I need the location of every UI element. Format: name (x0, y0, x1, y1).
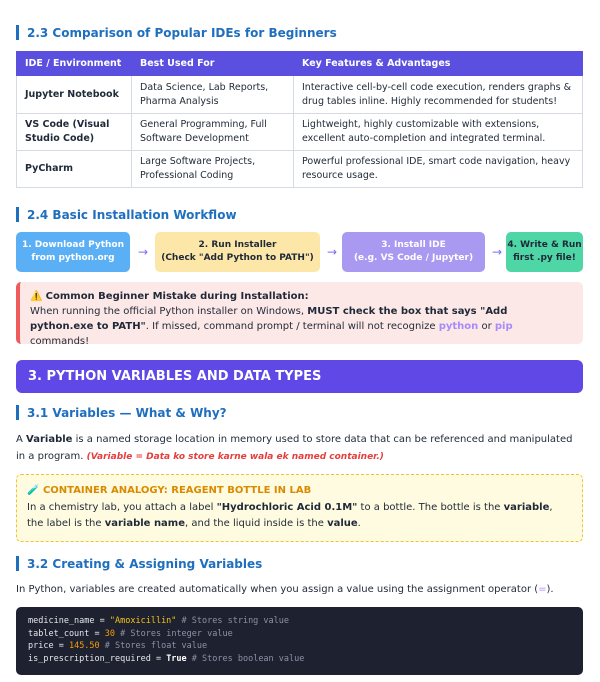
step-line: from python.org (31, 253, 115, 263)
para-emphasis: Variable (26, 434, 73, 445)
warning-title: Common Beginner Mistake during Installation: (45, 291, 309, 302)
table-cell: Lightweight, highly customizable with extensions, excellent auto-completion and integrated terminal. (294, 114, 583, 151)
para-emphasis: "Hydrochloric Acid 0.1M" (216, 502, 358, 513)
step-line: 3. Install IDE (381, 240, 446, 250)
table-cell: General Programming, Full Software Development (132, 114, 294, 151)
para-text: to a bottle. The bottle is the (360, 502, 501, 513)
table-cell: PyCharm (17, 151, 132, 188)
arrow-right-icon: → (138, 245, 149, 259)
code-operator: = (94, 616, 110, 626)
code-value: True (166, 653, 187, 664)
code-identifier: price (28, 641, 54, 651)
para-text: In Python, variables are created automatically when you assign a value using the assignment operator ( (16, 584, 539, 595)
section-heading-3-2 (16, 556, 262, 571)
step-line: 4. Write & Run (507, 240, 582, 250)
section-title: 3.1 Variables — What & Why? (27, 405, 227, 420)
code-operator: = (89, 628, 105, 639)
table-header-row (17, 52, 583, 76)
code-identifier: is_prescription_required (28, 653, 151, 664)
code-block (16, 607, 583, 675)
section-heading-3-1 (16, 405, 227, 420)
code-line (28, 640, 571, 653)
test-tube-icon: 🧪 (27, 485, 40, 496)
ide-comparison-table (16, 51, 583, 188)
code-line (28, 615, 571, 628)
para-text: ). (546, 584, 554, 595)
heading-accent-bar (16, 207, 19, 222)
hinglish-note: (Variable = Data ko store karne wala ek named container.) (86, 452, 384, 462)
workflow-step-run-installer (155, 232, 320, 272)
analogy-body (27, 500, 572, 532)
warning-callout (16, 282, 583, 347)
step-line: (e.g. VS Code / Jupyter) (353, 253, 474, 263)
analogy-callout (16, 474, 583, 542)
code-operator: = (150, 653, 167, 664)
code-comment: # Stores boolean value (186, 653, 305, 664)
arrow-right-icon: → (327, 245, 338, 259)
para-text: , and the liquid inside is the (185, 518, 324, 529)
code-value: 145.50 (68, 641, 100, 651)
warning-text: . If missed, command prompt / terminal will not recognize (145, 321, 436, 332)
workflow-step-write-run (506, 232, 583, 272)
inline-code: pip (494, 321, 513, 332)
code-value: 30 (104, 628, 116, 639)
table-cell: VS Code (Visual Studio Code) (17, 114, 132, 151)
para-text: . (357, 518, 361, 529)
table-row (17, 114, 583, 151)
table-cell: Large Software Projects, Professional Coding (132, 151, 294, 188)
para-emphasis: variable (503, 502, 550, 513)
section-title: 2.4 Basic Installation Workflow (27, 207, 237, 222)
workflow-step-download (16, 232, 130, 272)
code-line (28, 653, 571, 666)
analogy-title: CONTAINER ANALOGY: REAGENT BOTTLE IN LAB (42, 485, 312, 496)
section-heading-2-3 (16, 25, 337, 40)
chapter-banner (16, 360, 583, 393)
column-header: Best Used For (132, 52, 294, 76)
column-header: Key Features & Advantages (294, 52, 583, 76)
warning-emphasis: MUST check the box that says "Add python.exe to PATH" (30, 306, 508, 332)
code-value: "Amoxicillin" (109, 616, 177, 626)
code-line (28, 628, 571, 641)
para-emphasis: value (327, 518, 358, 529)
table-cell: Jupyter Notebook (17, 76, 132, 114)
arrow-right-icon: → (492, 245, 503, 259)
code-identifier: medicine_name (28, 616, 95, 626)
heading-accent-bar (16, 405, 19, 420)
table-cell: Interactive cell-by-cell code execution, renders graphs & drug tables inline. Highly recommended for students! (294, 76, 583, 114)
heading-accent-bar (16, 556, 19, 571)
workflow-step-install-ide (342, 232, 485, 272)
warning-text: commands! (30, 336, 90, 347)
installation-workflow (16, 232, 583, 274)
column-header: IDE / Environment (17, 52, 132, 76)
para-text: In a chemistry lab, you attach a label (27, 502, 214, 513)
table-row (17, 151, 583, 188)
para-text: , the label is the (27, 502, 553, 529)
section-title: 2.3 Comparison of Popular IDEs for Beginners (27, 25, 337, 40)
table-row (17, 76, 583, 114)
inline-code: python (438, 321, 479, 332)
step-line: (Check "Add Python to PATH") (161, 253, 314, 263)
table-cell: Powerful professional IDE, smart code navigation, heavy resource usage. (294, 151, 583, 188)
warning-text: or (481, 321, 492, 332)
warning-body (30, 304, 573, 349)
code-operator: = (53, 641, 69, 651)
section-title: 3.2 Creating & Assigning Variables (27, 556, 263, 571)
assignment-paragraph (16, 581, 583, 598)
inline-code: = (538, 584, 547, 595)
para-text: is a named storage location in memory used to store data that can be referenced and manipulated in a program. (16, 434, 573, 462)
table-cell: Data Science, Lab Reports, Pharma Analysis (132, 76, 294, 114)
para-text: A (16, 434, 23, 445)
section-heading-2-4 (16, 207, 237, 222)
code-identifier: tablet_count (28, 628, 90, 639)
warning-text: When running the official Python installer on Windows, (30, 306, 305, 317)
code-comment: # Stores float value (99, 641, 208, 651)
chapter-title: 3. PYTHON VARIABLES AND DATA TYPES (28, 369, 322, 384)
step-line: 1. Download Python (21, 240, 125, 250)
warning-icon: ⚠️ (30, 291, 43, 302)
heading-accent-bar (16, 25, 19, 40)
step-line: first .py file! (513, 253, 576, 263)
step-line: 2. Run Installer (198, 240, 277, 250)
code-comment: # Stores string value (176, 616, 290, 626)
code-comment: # Stores integer value (115, 628, 233, 639)
para-emphasis: variable name (104, 518, 186, 529)
variables-definition-paragraph (16, 431, 583, 466)
